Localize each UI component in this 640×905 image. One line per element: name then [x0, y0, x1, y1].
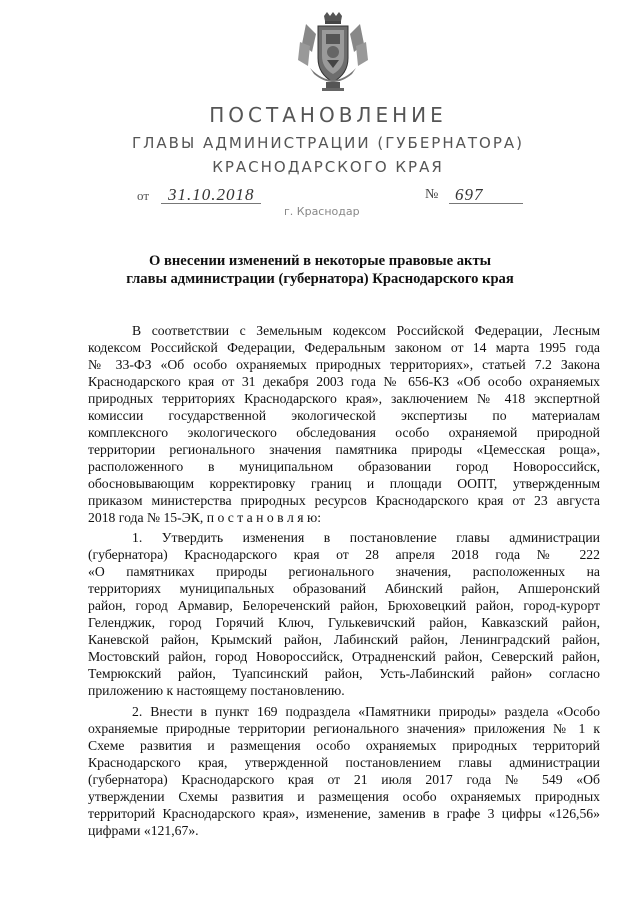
paragraph-line: Темрюкский район, Туапсинский район, Усть-Лабинский район» согласно — [88, 666, 600, 681]
paragraph-line: Геленджик, город Горячий Ключ, Гулькевичский район, Кавказский район, — [88, 615, 600, 630]
paragraph-line: охраняемые природные территории регионального значения» приложения № 1 к — [88, 721, 600, 736]
paragraph-line: «О памятниках природы регионального значения, расположенных на — [88, 564, 600, 579]
title-line: О внесении изменений в некоторые правовые акты — [148, 253, 492, 269]
paragraph-line: (губернатора) Краснодарского края от 21 июля 2017 года № 549 «Об — [88, 772, 600, 787]
paragraph-line: Краснодарского края от 31 декабря 2003 года № 656-КЗ «Об особо охраняемых — [88, 374, 600, 389]
coat-of-arms-emblem — [296, 12, 370, 92]
title-line: главы администрации (губернатора) Краснодарского края — [126, 271, 514, 287]
paragraph-preamble — [88, 322, 600, 526]
paragraph-line: цифрами «121,67». — [88, 823, 199, 838]
issuer-heading-line-1: ГЛАВЫ АДМИНИСТРАЦИИ (ГУБЕРНАТОРА) — [131, 134, 525, 152]
date-label: от — [137, 188, 150, 203]
document-title — [60, 252, 580, 288]
paragraph-item-2 — [88, 703, 600, 839]
paragraph-line: природных территориях Краснодарского края», заключением № 418 экспертной — [88, 391, 600, 406]
paragraph-line: территории регионального значения памятника природы «Цемесская роща», — [88, 442, 600, 457]
emblem-graphic — [296, 12, 370, 92]
paragraph-line: кодексом Российской Федерации, Федеральным законом от 14 марта 1995 года — [88, 340, 600, 355]
paragraph-line: комиссии государственной экологической экспертизы по материалам — [88, 408, 600, 423]
issuer-heading-line-2: КРАСНОДАРСКОГО КРАЯ — [212, 158, 444, 176]
paragraph-line: 2018 года № 15-ЭК, п о с т а н о в л я ю: — [88, 510, 322, 525]
paragraph-line: обосновывающим корректировку границ и площади ООПТ, утвержденным — [88, 476, 600, 491]
document-type-heading: ПОСТАНОВЛЕНИЕ — [209, 103, 447, 127]
paragraph-line: утверждении Схемы развития и размещения особо охраняемых природных — [88, 789, 600, 804]
paragraph-line: 1. Утвердить изменения в постановление главы администрации — [132, 530, 600, 545]
paragraph-line: № 33-ФЗ «Об особо охраняемых природных территориях», статьей 7.2 Закона — [88, 357, 600, 372]
paragraph-line: комплексного экологического обследования особо охраняемой природной — [88, 425, 600, 440]
paragraph-line: приказом министерства природных ресурсов Краснодарского края от 23 августа — [88, 493, 600, 508]
city-label: г. Краснодар — [284, 205, 360, 218]
paragraph-line: Краснодарского края, утвержденной постановлением главы администрации — [88, 755, 600, 770]
paragraph-line: приложению к настоящему постановлению. — [88, 683, 345, 698]
paragraph-line: Схеме развития и размещения особо охраняемых природных территорий — [88, 738, 600, 753]
paragraph-item-1 — [88, 529, 600, 699]
paragraph-line: район, город Армавир, Белореченский район, Брюховецкий район, город-курорт — [88, 598, 600, 613]
date-value: 31.10.2018 — [168, 185, 255, 204]
number-value: 697 — [455, 185, 484, 204]
number-label: № — [425, 187, 439, 202]
document-body — [88, 322, 600, 839]
paragraph-line: 2. Внести в пункт 169 подраздела «Памятники природы» раздела «Особо — [132, 704, 600, 719]
paragraph-line: (губернатора) Краснодарского края от 28 апреля 2018 года № 222 — [88, 547, 600, 562]
paragraph-line: территорий Краснодарского края», изменение, заменив в графе 3 цифры «126,56» — [88, 806, 600, 821]
paragraph-line: территориях муниципальных образований Абинский район, Апшеронский — [88, 581, 600, 596]
paragraph-line: В соответствии с Земельным кодексом Российской Федерации, Лесным — [132, 323, 600, 338]
paragraph-line: Мостовский район, город Новороссийск, Отрадненский район, Северский район, — [88, 649, 600, 664]
paragraph-line: расположенного в муниципальном образовании город Новороссийск, — [88, 459, 600, 474]
paragraph-line: Каневской район, Крымский район, Лабинский район, Ленинградский район, — [88, 632, 600, 647]
